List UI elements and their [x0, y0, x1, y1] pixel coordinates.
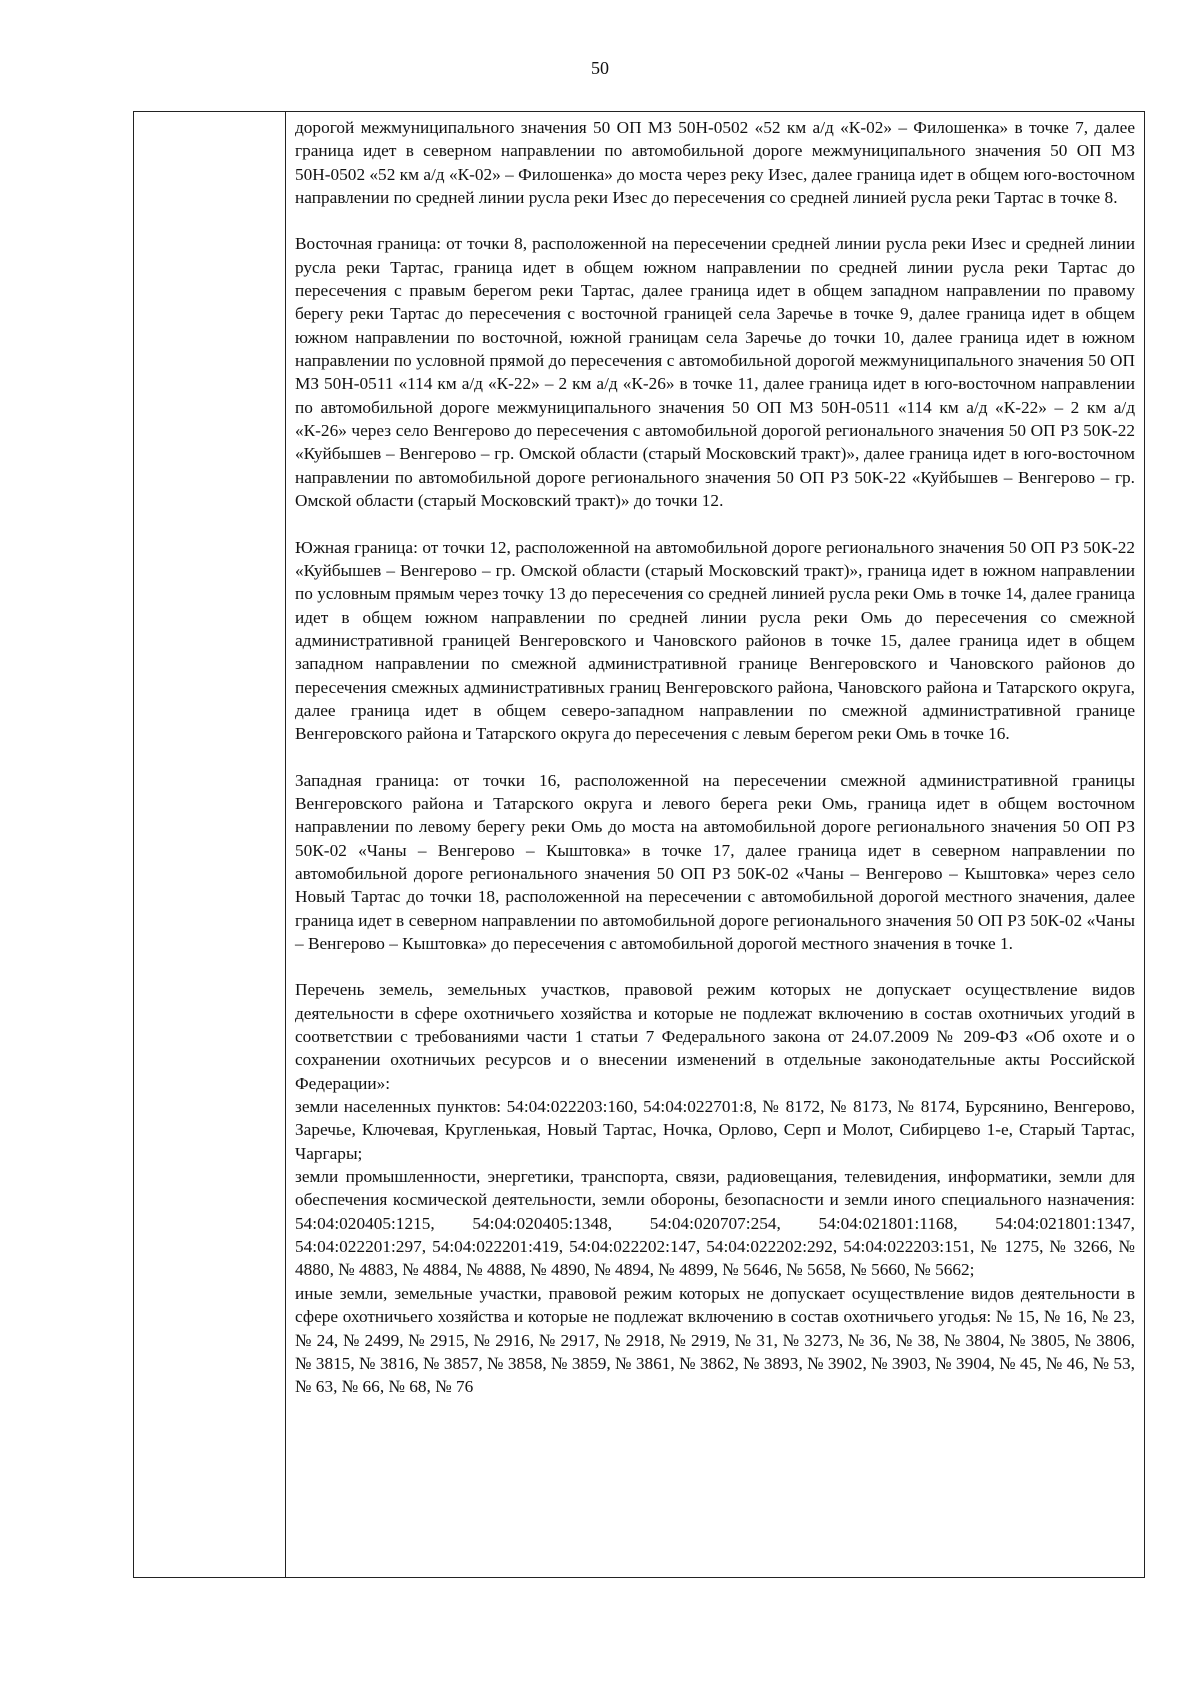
paragraph-other-lands: иные земли, земельные участки, правовой режим которых не допускает осуществление видов деятельности в сфере охотничьего хозяйства и которые не подлежат включению в состав охотничьего угодья: № 15, № 16, № 23, № 24, № 2499, № 2915, № 2916, № 2917, № 2918, № 2919, № 31, № 3273, № 36, № 38, № 3804, № 3805, № 3806, № 3815, № 3816, № 3857, № 3858, № 3859, № 3861, № 3862, № 3893, № 3902, № 3903, № 3904, № 45, № 46, № 53, № 63, № 66, № 68, № 76	[295, 1283, 1135, 1397]
paragraph-west-border: Западная граница: от точки 16, расположенной на пересечении смежной административной границы Венгеровского района и Татарского округа и левого берега реки Омь, граница идет в общем восточном направлении по левому берегу реки Омь до моста на автомобильной дороге регионального значения 50 ОП РЗ 50К-02 «Чаны – Венгерово – Кыштовка» в точке 17, далее граница идет в северном направлении по автомобильной дороге регионального значения 50 ОП РЗ 50К-02 «Чаны – Венгерово – Кыштовка» через село Новый Тартас до точки 18, расположенной на пересечении с автомобильной дорогой местного значения, далее граница идет в северном направлении по автомобильной дороге регионального значения 50 ОП РЗ 50К-02 «Чаны – Венгерово – Кыштовка» до пересечения с автомобильной дорогой местного значения в точке 1.	[295, 770, 1135, 953]
page-number: 50	[591, 58, 609, 78]
document-table	[133, 111, 1145, 1578]
paragraph-south-border: Южная граница: от точки 12, расположенной на автомобильной дороге регионального значения 50 ОП РЗ 50К-22 «Куйбышев – Венгерово – гр. Омской области (старый Московский тракт)», граница идет в южном направлении по условным прямым через точку 13 до пересечения со средней линией русла реки Омь в точке 14, далее граница идет в общем южном направлении по средней линии русла реки Омь до пересечения со смежной административной границей Венгеровского и Чановского районов в точке 15, далее граница идет в общем западном направлении по смежной административной границе Венгеровского и Чановского районов до пересечения смежных административных границ Венгеровского района, Чановского района и Татарского округа, далее граница идет в общем северо-западном направлении по смежной административной границе Венгеровского района и Татарского округа до пересечения с левым берегом реки Омь в точке 16.	[295, 537, 1135, 744]
paragraph-excluded-lands-intro: Перечень земель, земельных участков, правовой режим которых не допускает осуществление видов деятельности в сфере охотничьего хозяйства и которые не подлежат включению в состав охотничьих угодий в соответствии с требованиями части 1 статьи 7 Федерального закона от 24.07.2009 № 209-ФЗ «Об охоте и о сохранении охотничьих ресурсов и о внесении изменений в отдельные законодательные акты Российской Федерации»:	[295, 980, 1135, 1093]
paragraph-east-border: Восточная граница: от точки 8, расположенной на пересечении средней линии русла реки Изес и средней линии русла реки Тартас, граница идет в общем южном направлении по средней линии русла реки Тартас до пересечения с правым берегом реки Тартас, далее граница идет в общем западном направлении по правому берегу реки Тартас до пересечения с восточной границей села Заречье в точке 9, далее граница идет в общем южном направлении по восточной, южной границам села Заречье до точки 10, далее граница идет в южном направлении по условной прямой до пересечения с автомобильной дорогой межмуниципального значения 50 ОП МЗ 50Н-0511 «114 км а/д «К-22» – 2 км а/д «К-26» в точке 11, далее граница идет в юго-восточном направлении по автомобильной дороге межмуниципального значения 50 ОП МЗ 50Н-0511 «114 км а/д «К-22» – 2 км а/д «К-26» через село Венгерово до пересечения с автомобильной дорогой регионального значения 50 ОП РЗ 50К-22 «Куйбышев – Венгерово – гр. Омской области (старый Московский тракт)», далее граница идет в юго-восточном направлении по автомобильной дороге регионального значения 50 ОП РЗ 50К-22 «Куйбышев – Венгерово – гр. Омской области (старый Московский тракт)» до точки 12.	[295, 234, 1135, 511]
table-left-column	[134, 112, 286, 1577]
table-right-column	[286, 112, 1144, 1577]
paragraph-north-border-end: дорогой межмуниципального значения 50 ОП МЗ 50Н-0502 «52 км а/д «К-02» – Филошенка» в точке 7, далее граница идет в северном направлении по автомобильной дороге межмуниципального значения 50 ОП МЗ 50Н-0502 «52 км а/д «К-02» – Филошенка» до моста через реку Изес, далее граница идет в общем юго-восточном направлении по средней линии русла реки Изес до пересечения со средней линией русла реки Тартас в точке 8.	[295, 118, 1135, 208]
paragraph-settlement-lands: земли населенных пунктов: 54:04:022203:160, 54:04:022701:8, № 8172, № 8173, № 8174, Бурсянино, Венгерово, Заречье, Ключевая, Кругленькая, Новый Тартас, Ночка, Орлово, Серп и Молот, Сибирцево 1-е, Старый Тартас, Чаргары;	[295, 1097, 1135, 1163]
paragraph-industrial-lands: земли промышленности, энергетики, транспорта, связи, радиовещания, телевидения, информатики, земли для обеспечения космической деятельности, земли обороны, безопасности и земли иного специального назначения: 54:04:020405:1215, 54:04:020405:1348, 54:04:020707:254, 54:04:021801:1168, 54:04:021801:1347, 54:04:022201:297, 54:04:022201:419, 54:04:022202:147, 54:04:022202:292, 54:04:022203:151, № 1275, № 3266, № 4880, № 4883, № 4884, № 4888, № 4890, № 4894, № 4899, № 5646, № 5658, № 5660, № 5662;	[295, 1167, 1135, 1280]
